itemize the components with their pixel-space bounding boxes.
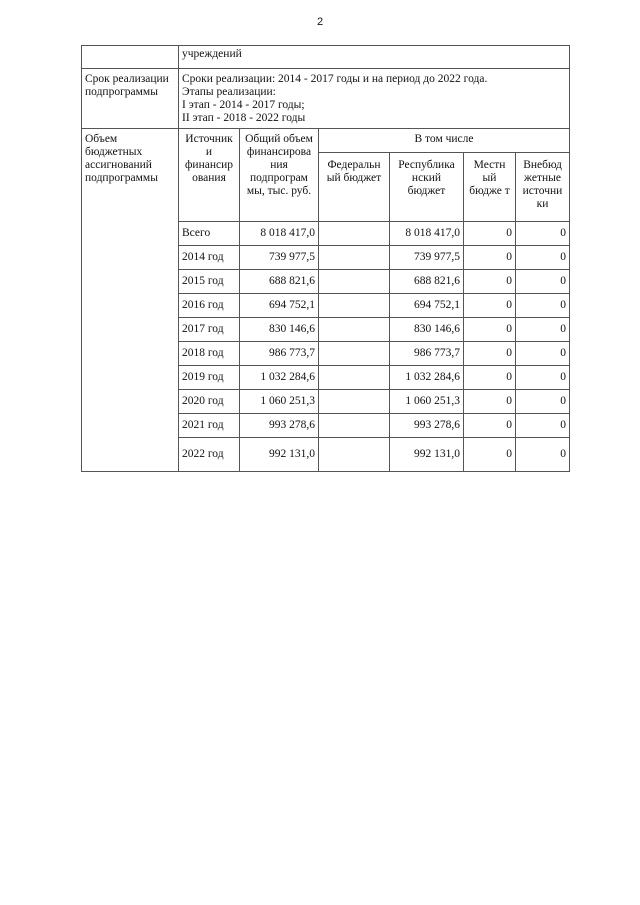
- header-local: Местн ый бюдже т: [464, 153, 516, 222]
- cell-local: 0: [464, 366, 516, 390]
- cell-federal: [319, 222, 390, 246]
- cell-label: 2022 год: [179, 438, 240, 472]
- cell-local: 0: [464, 222, 516, 246]
- cell-local: 0: [464, 342, 516, 366]
- term-line: II этап - 2018 - 2022 годы: [182, 112, 306, 124]
- cell-republic: 993 278,6: [390, 414, 464, 438]
- cell-offbudget: 0: [516, 366, 570, 390]
- cell-federal: [319, 294, 390, 318]
- cell-federal: [319, 318, 390, 342]
- cell-local: 0: [464, 438, 516, 472]
- cell-republic: 1 060 251,3: [390, 390, 464, 414]
- term-line: Этапы реализации:: [182, 86, 276, 98]
- cell-republic: 986 773,7: [390, 342, 464, 366]
- cell-republic: 1 032 284,6: [390, 366, 464, 390]
- cell-republic: 688 821,6: [390, 270, 464, 294]
- cell-offbudget: 0: [516, 222, 570, 246]
- header-including: В том числе: [319, 129, 570, 153]
- cell-local: 0: [464, 414, 516, 438]
- cell-offbudget: 0: [516, 246, 570, 270]
- cell-label: 2014 год: [179, 246, 240, 270]
- cell-total: 986 773,7: [240, 342, 319, 366]
- cell-total: 694 752,1: [240, 294, 319, 318]
- cell-total: 1 060 251,3: [240, 390, 319, 414]
- header-total: Общий объем финансирова ния подпрограм мы, тыс. руб.: [240, 129, 319, 222]
- cell-label: 2017 год: [179, 318, 240, 342]
- cell-offbudget: 0: [516, 318, 570, 342]
- cell-offbudget: 0: [516, 390, 570, 414]
- cell-republic: 739 977,5: [390, 246, 464, 270]
- cell-label: 2020 год: [179, 390, 240, 414]
- cell-republic: 830 146,6: [390, 318, 464, 342]
- cell-total: 1 032 284,6: [240, 366, 319, 390]
- cell-local: 0: [464, 246, 516, 270]
- row-budget-label: Объем бюджетных ассигнований подпрограммы: [82, 129, 179, 472]
- cell-local: 0: [464, 318, 516, 342]
- cell-total: 8 018 417,0: [240, 222, 319, 246]
- cell-offbudget: 0: [516, 270, 570, 294]
- cell-republic: 694 752,1: [390, 294, 464, 318]
- term-line: Сроки реализации: 2014 - 2017 годы и на период до 2022 года.: [182, 73, 488, 85]
- cell-label: 2021 год: [179, 414, 240, 438]
- cell-label: 2019 год: [179, 366, 240, 390]
- cell-federal: [319, 390, 390, 414]
- cell-total: 992 131,0: [240, 438, 319, 472]
- cell-federal: [319, 438, 390, 472]
- cell-republic: 992 131,0: [390, 438, 464, 472]
- cell-offbudget: 0: [516, 438, 570, 472]
- header-federal: Федеральн ый бюджет: [319, 153, 390, 222]
- row-institutions: [82, 46, 570, 69]
- cell-federal: [319, 366, 390, 390]
- cell-label: Всего: [179, 222, 240, 246]
- cell-total: 688 821,6: [240, 270, 319, 294]
- cell-republic: 8 018 417,0: [390, 222, 464, 246]
- row-term-text: [179, 69, 570, 129]
- cell-federal: [319, 342, 390, 366]
- cell-offbudget: 0: [516, 342, 570, 366]
- cell-local: 0: [464, 294, 516, 318]
- cell-local: 0: [464, 390, 516, 414]
- page-number: 2: [316, 16, 324, 28]
- row-institutions-label: [82, 46, 179, 69]
- term-line: I этап - 2014 - 2017 годы;: [182, 99, 305, 111]
- cell-federal: [319, 414, 390, 438]
- row-term-label: Срок реализации подпрограммы: [82, 69, 179, 129]
- cell-total: 993 278,6: [240, 414, 319, 438]
- cell-total: 830 146,6: [240, 318, 319, 342]
- row-institutions-text: учреждений: [179, 46, 570, 69]
- cell-offbudget: 0: [516, 294, 570, 318]
- budget-header-row-1: [82, 129, 570, 153]
- cell-label: 2015 год: [179, 270, 240, 294]
- cell-label: 2016 год: [179, 294, 240, 318]
- cell-local: 0: [464, 270, 516, 294]
- row-term: [82, 69, 570, 129]
- subprogram-passport-table: [81, 45, 570, 472]
- header-offbudget: Внебюд жетные источни ки: [516, 153, 570, 222]
- cell-offbudget: 0: [516, 414, 570, 438]
- cell-federal: [319, 270, 390, 294]
- cell-total: 739 977,5: [240, 246, 319, 270]
- cell-federal: [319, 246, 390, 270]
- header-source: Источник и финансир ования: [179, 129, 240, 222]
- header-republic: Республика нский бюджет: [390, 153, 464, 222]
- cell-label: 2018 год: [179, 342, 240, 366]
